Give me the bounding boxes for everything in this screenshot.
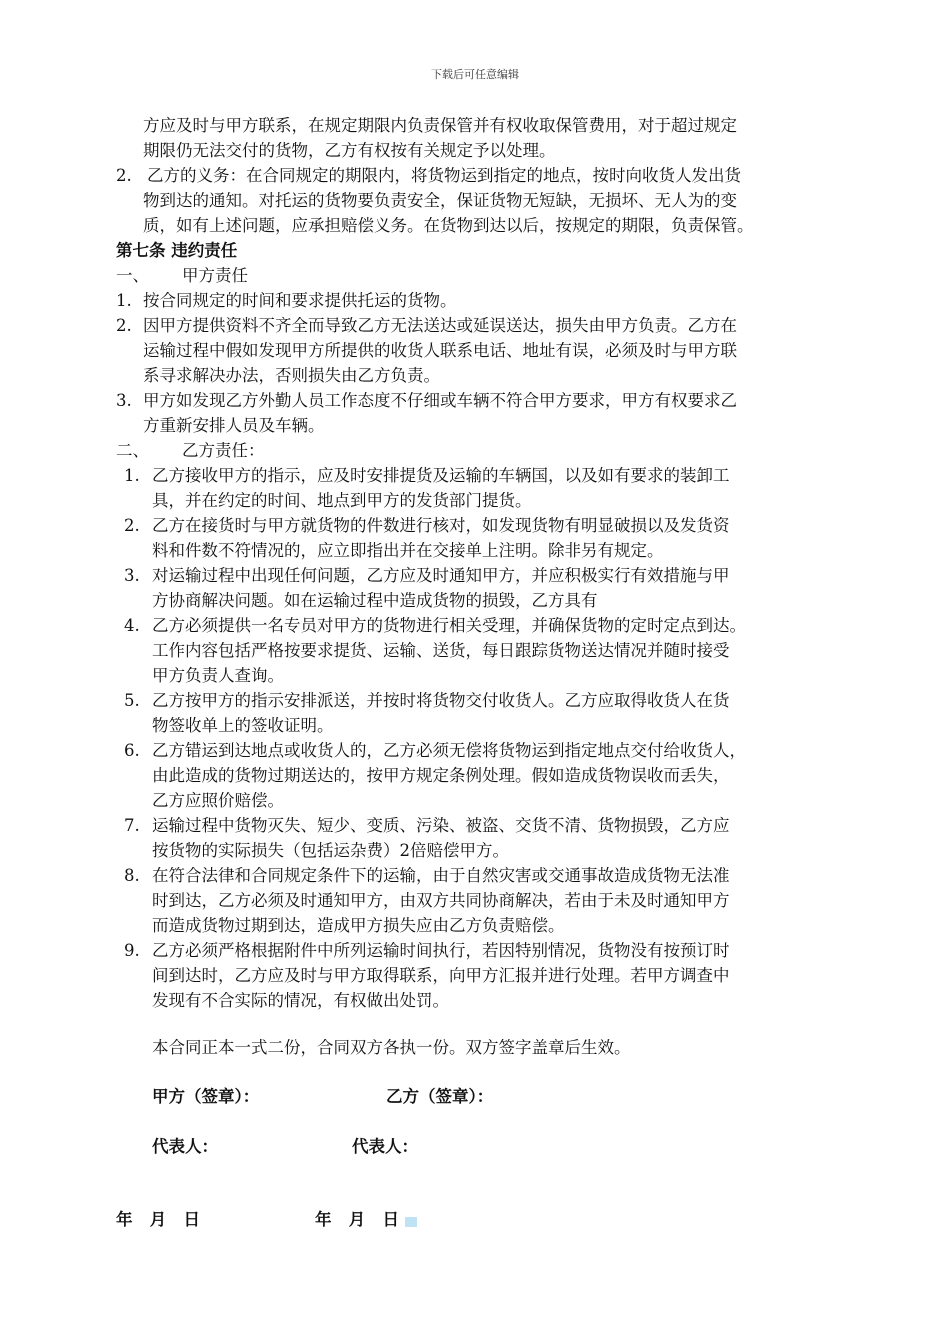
list-item-line: 对运输过程中出现任何问题，乙方应及时通知甲方，并应积极实行有效措施与甲	[152, 566, 730, 585]
list-item-line: 因甲方提供资料不齐全而导致乙方无法送达或延误送达，损失由甲方负责。乙方在	[143, 316, 737, 335]
list-item-line: 乙方必须严格根据附件中所列运输时间执行，若因特别情况，货物没有按预订时	[152, 941, 730, 960]
page-header: 下载后可任意编辑	[431, 68, 519, 81]
closing-statement: 本合同正本一式二份，合同双方各执一份。双方签字盖章后生效。	[152, 1038, 631, 1057]
list-number: 5.	[124, 691, 140, 710]
party-a-date: 年 月 日	[116, 1210, 200, 1229]
list-item-line: 乙方应照价赔偿。	[152, 791, 284, 810]
list-number: 9.	[124, 941, 140, 960]
party-b-signature-label: 乙方（签章）：	[386, 1087, 494, 1106]
list-item-line: 料和件数不符情况的，应立即指出并在交接单上注明。除非另有规定。	[152, 541, 664, 560]
part-number: 二、	[116, 441, 149, 460]
party-b-representative-label: 代表人：	[352, 1137, 418, 1156]
part-number: 一、	[116, 266, 149, 285]
list-item-line: 具，并在约定的时间、地点到甲方的发货部门提货。	[152, 491, 532, 510]
list-number: 4.	[124, 616, 140, 635]
part-title: 甲方责任	[182, 266, 248, 285]
list-item-line: 运输过程中假如发现甲方所提供的收货人联系电话、地址有误，必须及时与甲方联	[143, 341, 737, 360]
part-title: 乙方责任：	[182, 441, 265, 460]
list-number: 3.	[124, 566, 140, 585]
paragraph-line: 方应及时与甲方联系，在规定期限内负责保管并有权收取保管费用，对于超过规定	[143, 116, 737, 135]
paragraph-line: 质，如有上述问题，应承担赔偿义务。在货物到达以后，按规定的期限，负责保管。	[143, 216, 754, 235]
party-a-signature-label: 甲方（签章）：	[152, 1087, 260, 1106]
list-number: 2.	[116, 166, 132, 185]
list-item-line: 乙方错运到达地点或收货人的，乙方必须无偿将货物运到指定地点交付给收货人，	[152, 741, 746, 760]
paragraph-line: 乙方的义务：在合同规定的期限内，将货物运到指定的地点，按时向收货人发出货	[147, 166, 741, 185]
list-item-line: 而造成货物过期到达，造成甲方损失应由乙方负责赔偿。	[152, 916, 565, 935]
list-number: 2.	[124, 516, 140, 535]
list-item-line: 发现有不合实际的情况，有权做出处罚。	[152, 991, 449, 1010]
list-item-line: 物签收单上的签收证明。	[152, 716, 334, 735]
list-item-line: 间到达时，乙方应及时与甲方取得联系，向甲方汇报并进行处理。若甲方调查中	[152, 966, 730, 985]
list-item-line: 按货物的实际损失（包括运杂费）2倍赔偿甲方。	[152, 841, 509, 860]
text-cursor-marker	[405, 1217, 417, 1227]
list-item-line: 运输过程中货物灭失、短少、变质、污染、被盗、交货不清、货物损毁，乙方应	[152, 816, 730, 835]
list-item-line: 乙方接收甲方的指示，应及时安排提货及运输的车辆国，以及如有要求的装卸工	[152, 466, 730, 485]
list-number: 3.	[116, 391, 132, 410]
paragraph-line: 期限仍无法交付的货物，乙方有权按有关规定予以处理。	[143, 141, 556, 160]
list-item-line: 乙方按甲方的指示安排派送，并按时将货物交付收货人。乙方应取得收货人在货	[152, 691, 730, 710]
list-item-line: 甲方负责人查询。	[152, 666, 284, 685]
paragraph-line: 物到达的通知。对托运的货物要负责安全，保证货物无短缺，无损坏、无人为的变	[143, 191, 737, 210]
list-item-line: 系寻求解决办法，否则损失由乙方负责。	[143, 366, 440, 385]
list-item-line: 方协商解决问题。如在运输过程中造成货物的损毁，乙方具有	[152, 591, 598, 610]
list-number: 1.	[124, 466, 140, 485]
list-item-line: 时到达，乙方必须及时通知甲方，由双方共同协商解决，若由于未及时通知甲方	[152, 891, 730, 910]
list-item-line: 乙方必须提供一名专员对甲方的货物进行相关受理，并确保货物的定时定点到达。	[152, 616, 746, 635]
list-item-line: 在符合法律和合同规定条件下的运输，由于自然灾害或交通事故造成货物无法准	[152, 866, 730, 885]
list-item-line: 按合同规定的时间和要求提供托运的货物。	[143, 291, 457, 310]
list-item-line: 方重新安排人员及车辆。	[143, 416, 325, 435]
party-b-date: 年 月 日	[315, 1210, 399, 1229]
list-number: 8.	[124, 866, 140, 885]
list-number: 2.	[116, 316, 132, 335]
list-number: 6.	[124, 741, 140, 760]
list-item-line: 由此造成的货物过期送达的，按甲方规定条例处理。假如造成货物误收而丢失，	[152, 766, 730, 785]
list-item-line: 甲方如发现乙方外勤人员工作态度不仔细或车辆不符合甲方要求，甲方有权要求乙	[143, 391, 737, 410]
list-item-line: 乙方在接货时与甲方就货物的件数进行核对，如发现货物有明显破损以及发货资	[152, 516, 730, 535]
list-number: 1.	[116, 291, 132, 310]
list-item-line: 工作内容包括严格按要求提货、运输、送货，每日跟踪货物送达情况并随时接受	[152, 641, 730, 660]
party-a-representative-label: 代表人：	[152, 1137, 218, 1156]
list-number: 7.	[124, 816, 140, 835]
section-heading: 第七条 违约责任	[116, 241, 238, 260]
